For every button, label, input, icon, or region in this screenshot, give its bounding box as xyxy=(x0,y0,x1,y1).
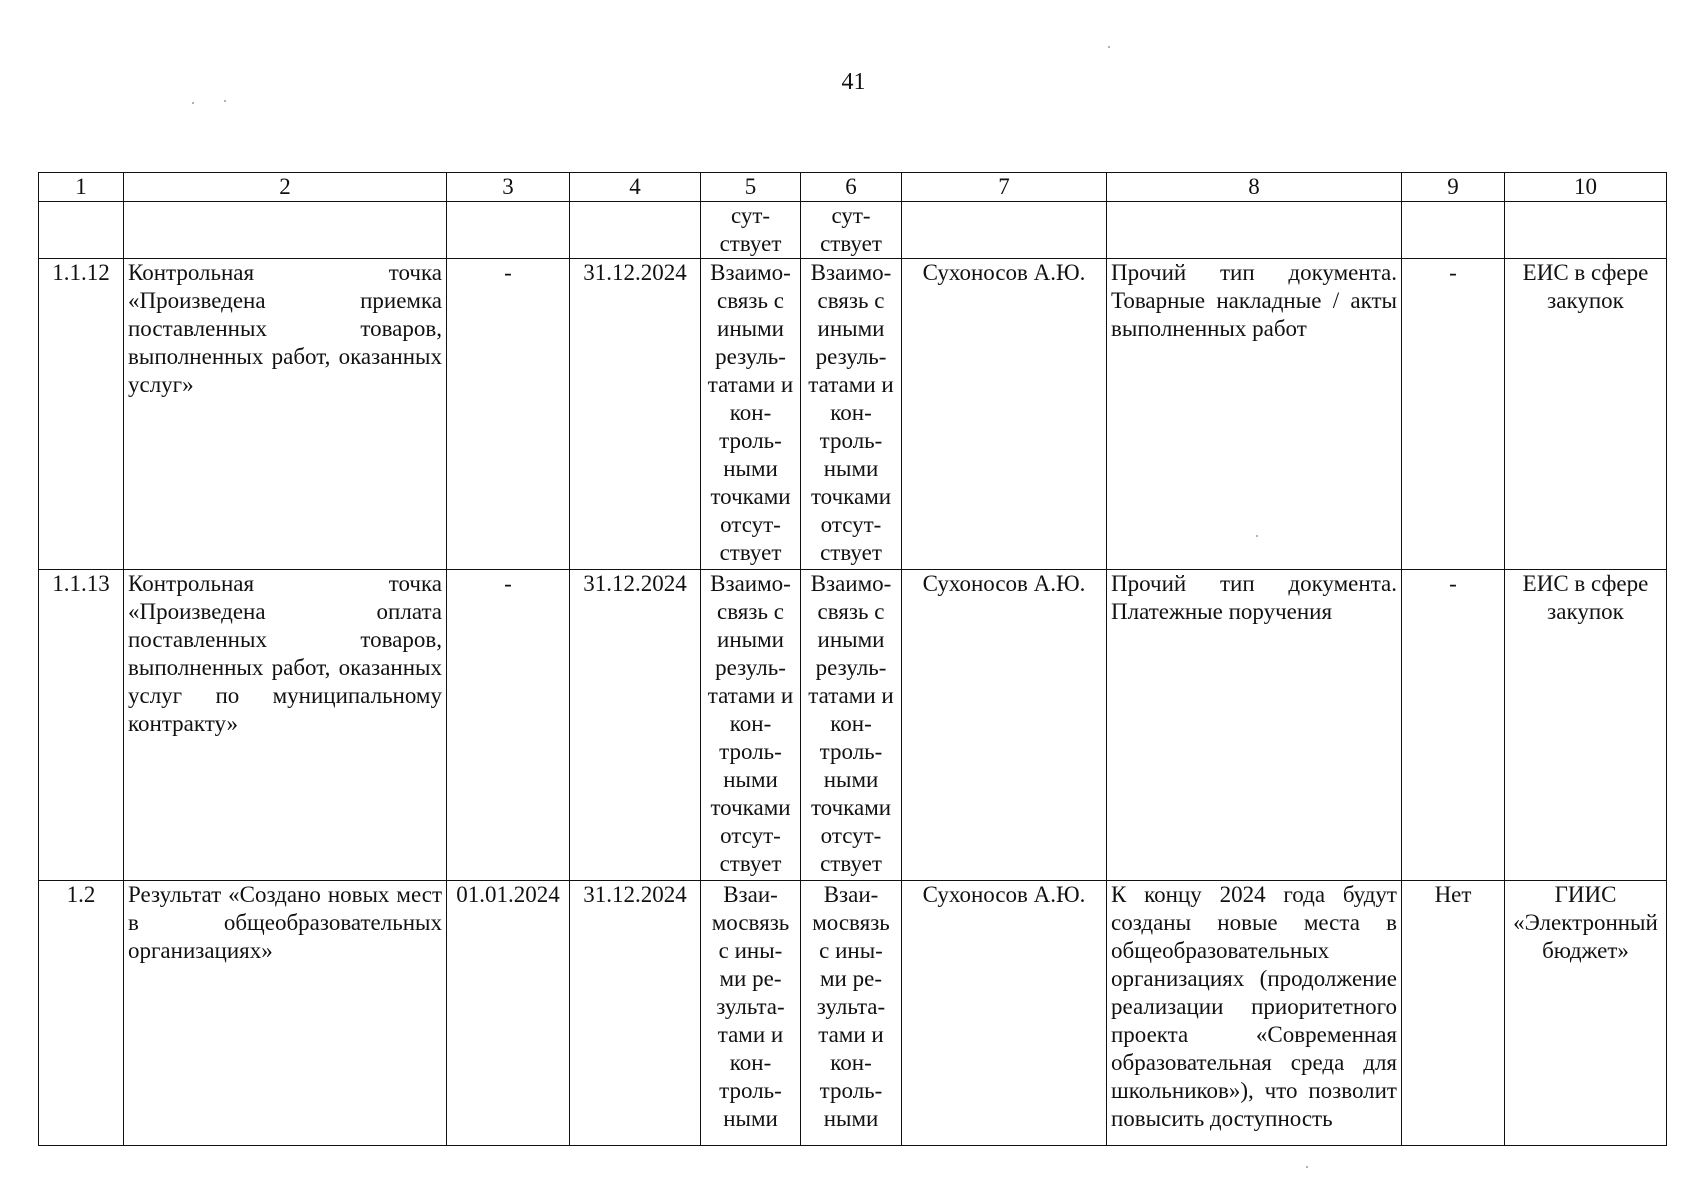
end-date: 31.12.2024 xyxy=(570,259,701,570)
column-9-value: - xyxy=(1402,259,1505,570)
table-cell xyxy=(39,202,124,259)
relation-cell: Взаи- мосвязь с ины- ми ре- зульта- тами и кон- троль- ными xyxy=(701,881,801,1146)
column-number: 6 xyxy=(801,173,902,202)
column-number: 9 xyxy=(1402,173,1505,202)
document-type: К концу 2024 года будут созданы новые места в общеобразовательных организациях (продолжение реализации приоритетного проекта «Современная образовательная среда для школьников»), что позволит повысить доступность xyxy=(1107,881,1402,1146)
column-number: 8 xyxy=(1107,173,1402,202)
row-name: Контрольная точка «Произведена приемка поставленных товаров, выполненных работ, оказанных услуг» xyxy=(124,259,447,570)
relation-cell: Взаи- мосвязь с ины- ми ре- зульта- тами и кон- троль- ными xyxy=(801,881,902,1146)
start-date: - xyxy=(447,570,570,881)
information-system: ЕИС в сфере закупок xyxy=(1505,259,1667,570)
table-cell xyxy=(902,202,1107,259)
relation-cell: сут- ствует xyxy=(701,202,801,259)
continuation-row xyxy=(39,202,1667,259)
end-date: 31.12.2024 xyxy=(570,570,701,881)
start-date: - xyxy=(447,259,570,570)
relation-cell: Взаимо- связь с иными резуль- татами и кон- троль- ными точками отсут- ствует xyxy=(801,259,902,570)
responsible-person: Сухоносов А.Ю. xyxy=(902,881,1107,1146)
row-number: 1.1.13 xyxy=(39,570,124,881)
relation-cell: Взаимо- связь с иными резуль- татами и кон- троль- ными точками отсут- ствует xyxy=(701,259,801,570)
row-name: Контрольная точка «Произведена оплата поставленных товаров, выполненных работ, оказанных услуг по муниципальному контракту» xyxy=(124,570,447,881)
table-cell xyxy=(447,202,570,259)
column-number-row xyxy=(39,173,1667,202)
end-date: 31.12.2024 xyxy=(570,881,701,1146)
column-number: 2 xyxy=(124,173,447,202)
column-number: 7 xyxy=(902,173,1107,202)
column-number: 3 xyxy=(447,173,570,202)
row-number: 1.2 xyxy=(39,881,124,1146)
table-cell xyxy=(1402,202,1505,259)
relation-cell: Взаимо- связь с иными резуль- татами и кон- троль- ными точками отсут- ствует xyxy=(801,570,902,881)
information-system: ГИИС «Электронный бюджет» xyxy=(1505,881,1667,1146)
column-9-value: Нет xyxy=(1402,881,1505,1146)
relation-cell: сут- ствует xyxy=(801,202,902,259)
scan-speck xyxy=(192,102,194,104)
document-type: Прочий тип документа. Товарные накладные / акты выполненных работ xyxy=(1107,259,1402,570)
table-row xyxy=(39,881,1667,1146)
table-cell xyxy=(124,202,447,259)
column-number: 4 xyxy=(570,173,701,202)
column-number: 1 xyxy=(39,173,124,202)
plan-table xyxy=(38,172,1667,1146)
table-cell xyxy=(1107,202,1402,259)
page-number: 41 xyxy=(841,69,866,95)
relation-cell: Взаимо- связь с иными резуль- татами и кон- троль- ными точками отсут- ствует xyxy=(701,570,801,881)
column-number: 5 xyxy=(701,173,801,202)
responsible-person: Сухоносов А.Ю. xyxy=(902,259,1107,570)
column-number: 10 xyxy=(1505,173,1667,202)
row-name: Результат «Создано новых мест в общеобразовательных организациях» xyxy=(124,881,447,1146)
row-number: 1.1.12 xyxy=(39,259,124,570)
document-type: Прочий тип документа. Платежные поручения xyxy=(1107,570,1402,881)
table-row xyxy=(39,570,1667,881)
information-system: ЕИС в сфере закупок xyxy=(1505,570,1667,881)
table-cell xyxy=(1505,202,1667,259)
scan-speck xyxy=(1306,1166,1308,1168)
table-cell xyxy=(570,202,701,259)
column-9-value: - xyxy=(1402,570,1505,881)
scan-speck xyxy=(1108,46,1110,48)
start-date: 01.01.2024 xyxy=(447,881,570,1146)
scan-speck xyxy=(224,100,226,102)
table-row xyxy=(39,259,1667,570)
responsible-person: Сухоносов А.Ю. xyxy=(902,570,1107,881)
